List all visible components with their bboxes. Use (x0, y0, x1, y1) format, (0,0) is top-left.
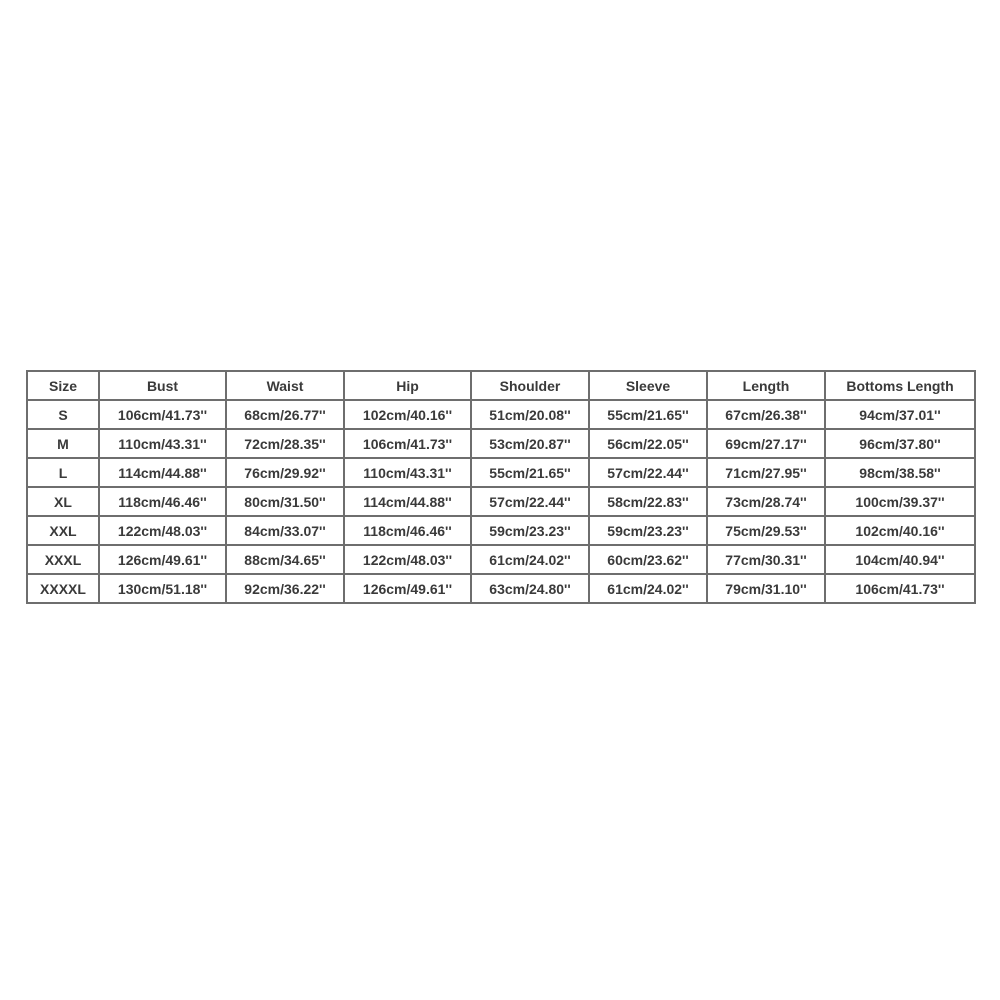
measurement-cell: 68cm/26.77'' (226, 400, 344, 429)
measurement-cell: 80cm/31.50'' (226, 487, 344, 516)
measurement-cell: 94cm/37.01'' (825, 400, 975, 429)
measurement-cell: 51cm/20.08'' (471, 400, 589, 429)
measurement-cell: 106cm/41.73'' (825, 574, 975, 603)
column-header-size: Size (27, 371, 99, 400)
table-row (27, 516, 975, 545)
measurement-cell: 71cm/27.95'' (707, 458, 825, 487)
header-row (27, 371, 975, 400)
size-label-cell: M (27, 429, 99, 458)
table-row (27, 574, 975, 603)
size-label-cell: XL (27, 487, 99, 516)
column-header-hip: Hip (344, 371, 471, 400)
measurement-cell: 58cm/22.83'' (589, 487, 707, 516)
measurement-cell: 59cm/23.23'' (471, 516, 589, 545)
size-label-cell: S (27, 400, 99, 429)
measurement-cell: 118cm/46.46'' (99, 487, 226, 516)
measurement-cell: 114cm/44.88'' (344, 487, 471, 516)
measurement-cell: 61cm/24.02'' (471, 545, 589, 574)
measurement-cell: 60cm/23.62'' (589, 545, 707, 574)
table-row (27, 458, 975, 487)
measurement-cell: 59cm/23.23'' (589, 516, 707, 545)
measurement-cell: 77cm/30.31'' (707, 545, 825, 574)
measurement-cell: 114cm/44.88'' (99, 458, 226, 487)
column-header-bottoms-length: Bottoms Length (825, 371, 975, 400)
table-row (27, 487, 975, 516)
measurement-cell: 100cm/39.37'' (825, 487, 975, 516)
size-label-cell: L (27, 458, 99, 487)
measurement-cell: 122cm/48.03'' (99, 516, 226, 545)
measurement-cell: 67cm/26.38'' (707, 400, 825, 429)
measurement-cell: 72cm/28.35'' (226, 429, 344, 458)
measurement-cell: 126cm/49.61'' (344, 574, 471, 603)
measurement-cell: 79cm/31.10'' (707, 574, 825, 603)
measurement-cell: 53cm/20.87'' (471, 429, 589, 458)
measurement-cell: 92cm/36.22'' (226, 574, 344, 603)
column-header-sleeve: Sleeve (589, 371, 707, 400)
measurement-cell: 102cm/40.16'' (344, 400, 471, 429)
table-row (27, 545, 975, 574)
measurement-cell: 55cm/21.65'' (589, 400, 707, 429)
measurement-cell: 96cm/37.80'' (825, 429, 975, 458)
size-chart-table (26, 370, 976, 604)
table-row (27, 400, 975, 429)
size-label-cell: XXXL (27, 545, 99, 574)
measurement-cell: 106cm/41.73'' (99, 400, 226, 429)
measurement-cell: 55cm/21.65'' (471, 458, 589, 487)
column-header-length: Length (707, 371, 825, 400)
measurement-cell: 88cm/34.65'' (226, 545, 344, 574)
size-chart-header (27, 371, 975, 400)
measurement-cell: 122cm/48.03'' (344, 545, 471, 574)
measurement-cell: 106cm/41.73'' (344, 429, 471, 458)
measurement-cell: 118cm/46.46'' (344, 516, 471, 545)
measurement-cell: 102cm/40.16'' (825, 516, 975, 545)
measurement-cell: 56cm/22.05'' (589, 429, 707, 458)
table-row (27, 429, 975, 458)
measurement-cell: 69cm/27.17'' (707, 429, 825, 458)
measurement-cell: 76cm/29.92'' (226, 458, 344, 487)
measurement-cell: 84cm/33.07'' (226, 516, 344, 545)
measurement-cell: 63cm/24.80'' (471, 574, 589, 603)
size-label-cell: XXXXL (27, 574, 99, 603)
measurement-cell: 110cm/43.31'' (99, 429, 226, 458)
column-header-bust: Bust (99, 371, 226, 400)
measurement-cell: 130cm/51.18'' (99, 574, 226, 603)
size-chart-body (27, 400, 975, 603)
column-header-waist: Waist (226, 371, 344, 400)
measurement-cell: 104cm/40.94'' (825, 545, 975, 574)
measurement-cell: 73cm/28.74'' (707, 487, 825, 516)
measurement-cell: 75cm/29.53'' (707, 516, 825, 545)
column-header-shoulder: Shoulder (471, 371, 589, 400)
measurement-cell: 98cm/38.58'' (825, 458, 975, 487)
measurement-cell: 57cm/22.44'' (471, 487, 589, 516)
measurement-cell: 57cm/22.44'' (589, 458, 707, 487)
measurement-cell: 61cm/24.02'' (589, 574, 707, 603)
measurement-cell: 126cm/49.61'' (99, 545, 226, 574)
measurement-cell: 110cm/43.31'' (344, 458, 471, 487)
size-label-cell: XXL (27, 516, 99, 545)
